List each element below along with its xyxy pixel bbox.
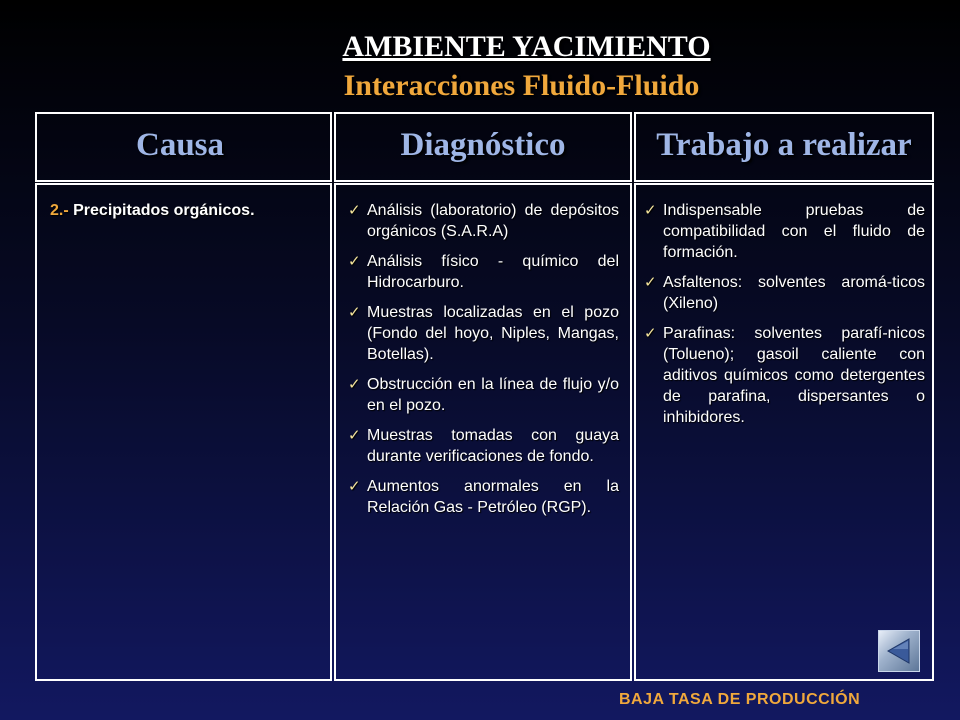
trabajo-list-wrap bbox=[642, 200, 925, 437]
header-trabajo: Trabajo a realizar bbox=[656, 127, 912, 163]
list-item-text: Muestras localizadas en el pozo (Fondo del hoyo, Niples, Mangas, Botellas). bbox=[367, 304, 619, 363]
list-item-text: Análisis físico - químico del Hidrocarburo. bbox=[367, 253, 619, 291]
list-item-text: Muestras tomadas con guaya durante verificaciones de fondo. bbox=[367, 427, 619, 465]
list-item-text: Análisis (laboratorio) de depósitos orgánicos (S.A.R.A) bbox=[367, 202, 619, 240]
check-icon: ✓ bbox=[348, 478, 361, 495]
diagnostico-list-wrap bbox=[346, 200, 619, 527]
list-item-text: Obstrucción en la línea de flujo y/o en el pozo. bbox=[367, 376, 619, 414]
diagnostico-list bbox=[346, 200, 619, 518]
cause-text: Precipitados orgánicos. bbox=[73, 202, 255, 219]
check-icon: ✓ bbox=[644, 325, 657, 342]
page-title: AMBIENTE YACIMIENTO bbox=[342, 30, 711, 63]
cause-number: 2.- bbox=[50, 202, 69, 219]
list-item-text: Asfaltenos: solventes aromá-ticos (Xileno) bbox=[663, 274, 925, 312]
list-item-text: Indispensable pruebas de compatibilidad con el fluido de formación. bbox=[663, 202, 925, 261]
check-icon: ✓ bbox=[348, 427, 361, 444]
back-arrow-icon bbox=[879, 631, 919, 671]
trabajo-list bbox=[642, 200, 925, 428]
check-icon: ✓ bbox=[348, 202, 361, 219]
list-item bbox=[346, 374, 619, 416]
list-item-text: Aumentos anormales en la Relación Gas - Petróleo (RGP). bbox=[367, 478, 619, 516]
check-icon: ✓ bbox=[348, 376, 361, 393]
body-frame-causa bbox=[35, 183, 332, 681]
back-button[interactable] bbox=[878, 630, 920, 672]
list-item bbox=[642, 200, 925, 263]
list-item bbox=[346, 200, 619, 242]
list-item bbox=[346, 476, 619, 518]
list-item bbox=[642, 323, 925, 428]
header-diagnostico: Diagnóstico bbox=[400, 127, 566, 163]
page-subtitle: Interacciones Fluido-Fluido bbox=[343, 69, 700, 102]
list-item bbox=[346, 302, 619, 365]
list-item bbox=[346, 251, 619, 293]
check-icon: ✓ bbox=[348, 253, 361, 270]
check-icon: ✓ bbox=[644, 274, 657, 291]
footer-label: BAJA TASA DE PRODUCCIÓN bbox=[619, 691, 861, 708]
check-icon: ✓ bbox=[644, 202, 657, 219]
list-item bbox=[642, 272, 925, 314]
cause-entry bbox=[50, 200, 320, 221]
list-item bbox=[346, 425, 619, 467]
check-icon: ✓ bbox=[348, 304, 361, 321]
list-item-text: Parafinas: solventes parafí-nicos (Tolueno); gasoil caliente con aditivos químicos como detergentes de parafina, dispersantes o inhibidores. bbox=[663, 325, 925, 426]
header-causa: Causa bbox=[135, 127, 225, 163]
